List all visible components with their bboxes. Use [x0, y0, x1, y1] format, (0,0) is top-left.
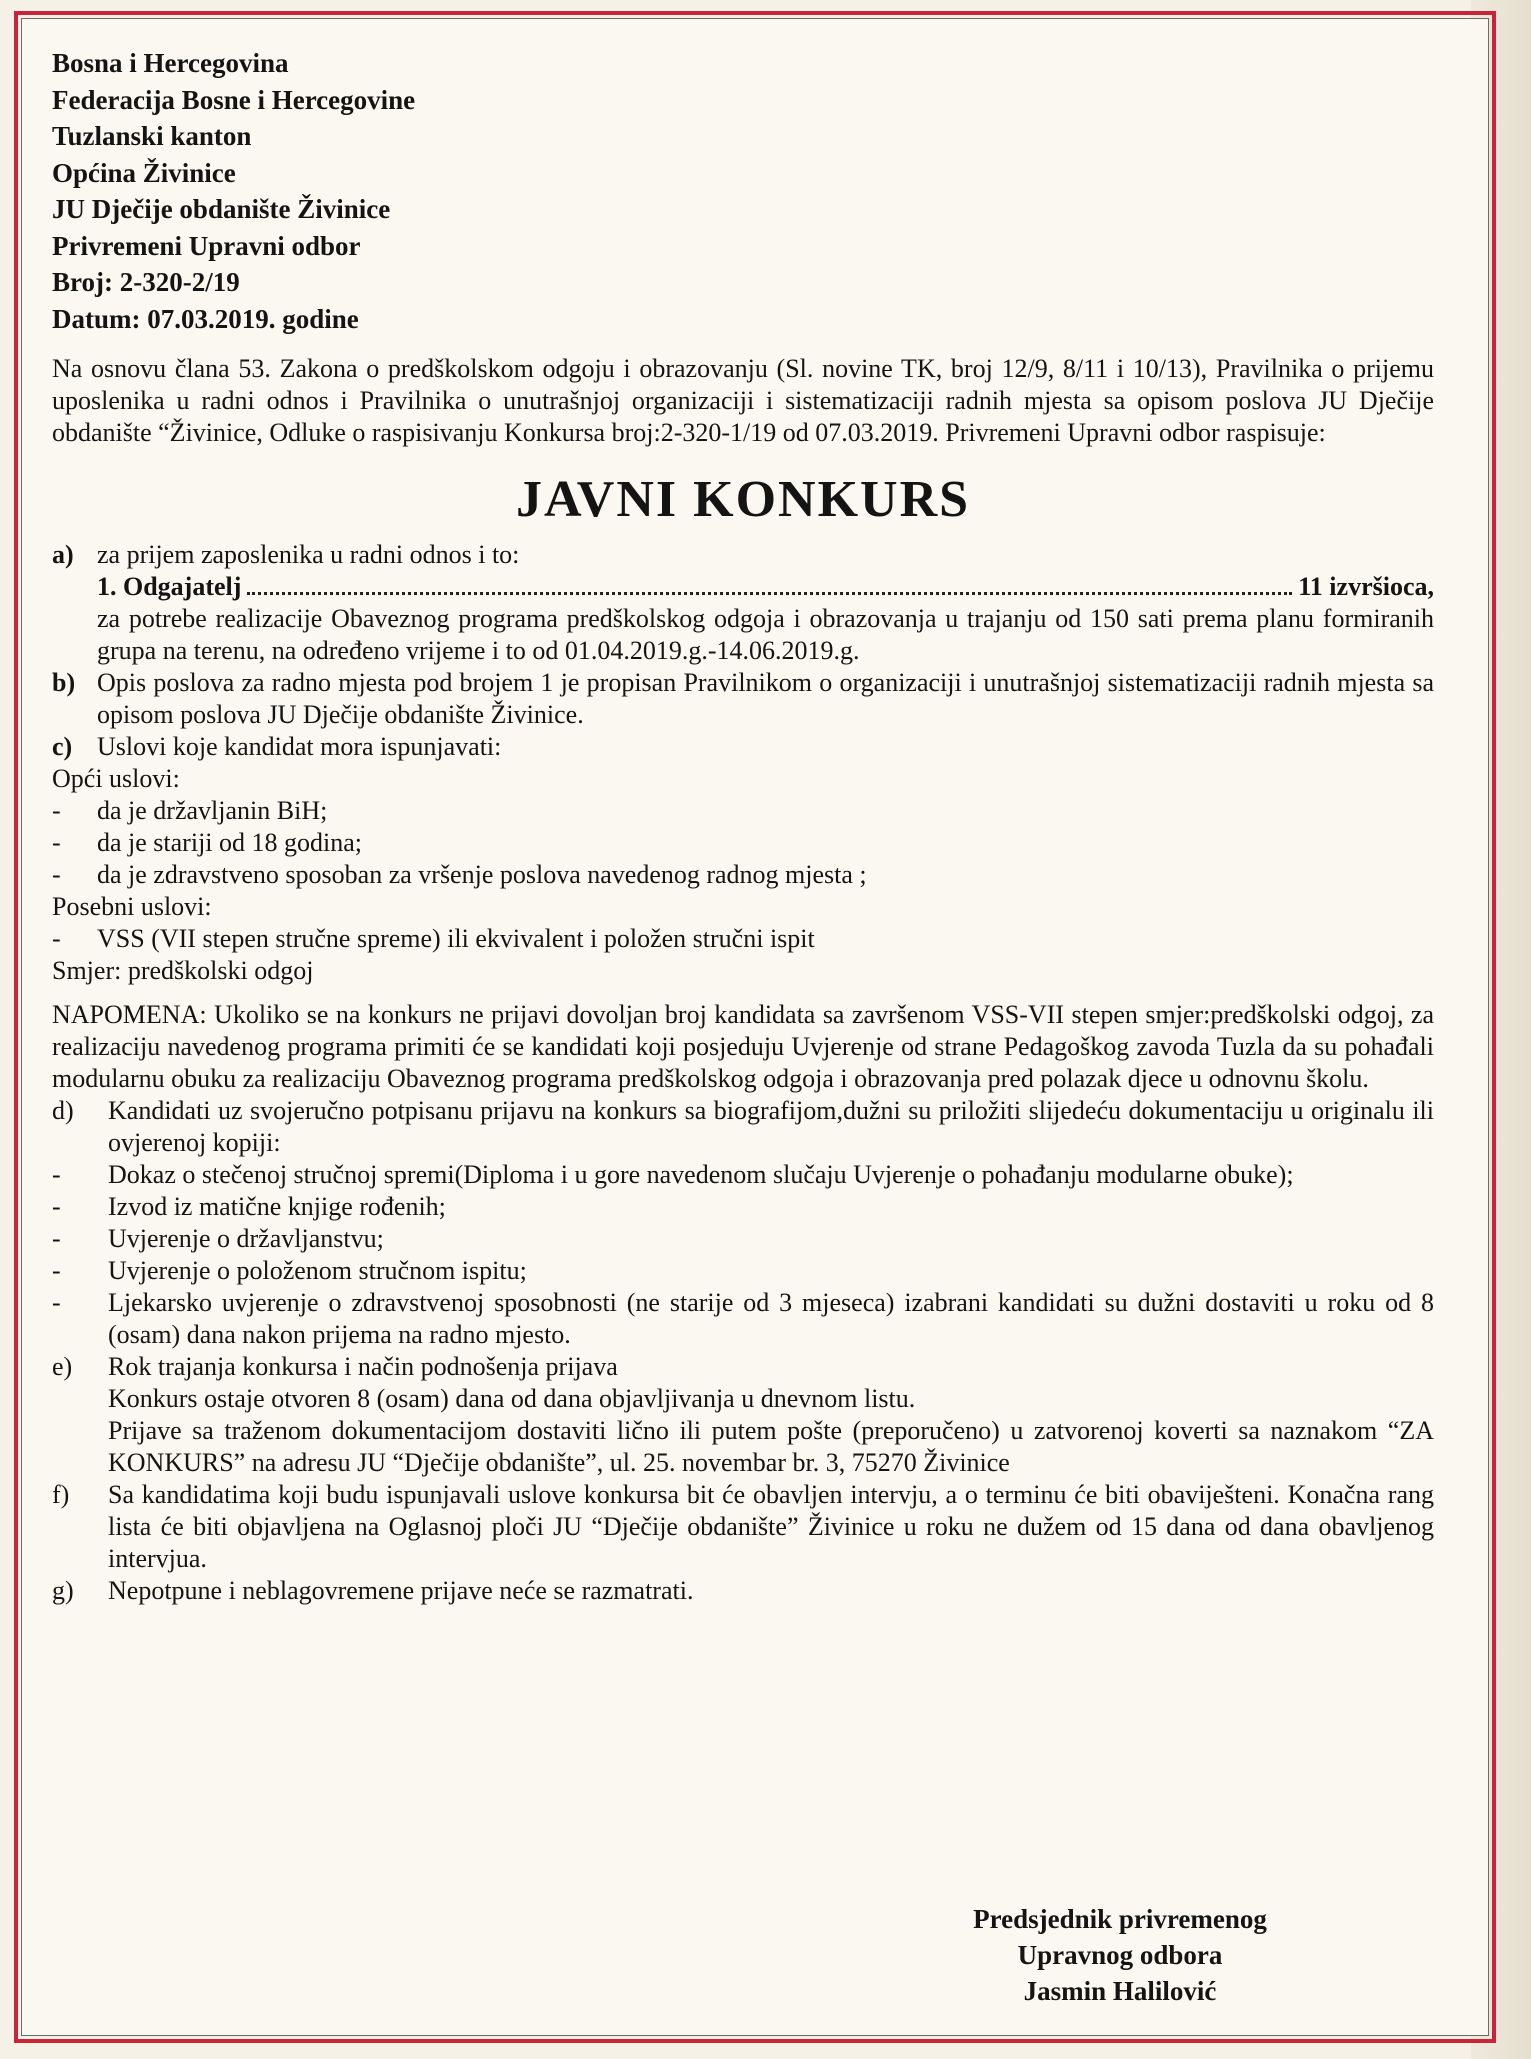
- section-e: [52, 1351, 1434, 1383]
- bullet: -: [52, 924, 61, 953]
- general-conditions-heading: Opći uslovi:: [52, 764, 180, 793]
- list-item: [52, 827, 1434, 859]
- list-item: [52, 1223, 1434, 1255]
- special-conditions-heading: Posebni uslovi:: [52, 892, 212, 921]
- section-d: [52, 1095, 1434, 1159]
- section-g: [52, 1575, 1434, 1607]
- header-line: JU Dječije obdanište Živinice: [52, 194, 391, 224]
- note-paragraph: NAPOMENA: Ukoliko se na konkurs ne prijavi dovoljan broj kandidata sa završenom VSS-VII stepen smjer:predškolski odgoj, za realizaciju navedenog programa primiti će se kandidati koji posjeduju Uvjerenje od strane Pedagoškog zavoda Tuzla da su pohađali modularnu obuku za realizaciju Obaveznog programa predškolskog odgoja i obrazovanja pred polazak djece u odnovnu školu.: [52, 1000, 1434, 1093]
- legal-basis-paragraph: Na osnovu člana 53. Zakona o predškolskom odgoju i obrazovanju (Sl. novine TK, broj 12/9, 8/11 i 10/13), Pravilnika o prijemu uposlenika u radni odnos i Pravilnika o unutrašnjoj organizaciji i sistematizaciji radnih mjesta sa opisom poslova JU Dječije obdanište “Živinice, Odluke o raspisivanju Konkursa broj:2-320-1/19 od 07.03.2019. Privremeni Upravni odbor raspisuje:: [52, 354, 1434, 447]
- list-item-text: da je stariji od 18 godina;: [97, 828, 363, 857]
- signature-title: Predsjednik privremenog: [973, 1904, 1267, 1934]
- bullet: -: [52, 1192, 61, 1221]
- bullet: -: [52, 1224, 61, 1253]
- section-e-heading: Rok trajanja konkursa i način podnošenja prijava: [108, 1352, 618, 1381]
- section-d-text: Kandidati uz svojeručno potpisanu prijavu na konkurs sa biografijom,dužni su priložiti slijedeću dokumentaciju u originalu ili ovjerenoj kopiji:: [108, 1096, 1434, 1157]
- position-row: [52, 571, 1434, 603]
- section-f-text: Sa kandidatima koji budu ispunjavali uslove konkursa bit će obavljen intervju, a o terminu će biti obaviješteni. Konačna rang lista će biti objavljena na Oglasnoj ploči JU “Dječije obdanište” Živinice u roku ne dužem od 15 dana od dana obavljenog intervjua.: [108, 1480, 1434, 1573]
- position-description: za potrebe realizacije Obaveznog programa predškolskog odgoja i obrazovanja u trajanju od 150 sati prema planu formiranih grupa na terenu, na određeno vrijeme i to od 01.04.2019.g.-14.06.2019.g.: [97, 604, 1434, 665]
- position-leader: [97, 571, 1434, 603]
- section-f: [52, 1479, 1434, 1575]
- bullet: -: [52, 1256, 61, 1285]
- section-e-line: Konkurs ostaje otvoren 8 (osam) dana od dana objavljivanja u dnevnom listu.: [108, 1384, 916, 1413]
- position-count: 11 izvršioca,: [1298, 572, 1434, 601]
- list-item-text: Uvjerenje o državljanstvu;: [108, 1224, 384, 1253]
- dotted-leader: [247, 592, 1292, 595]
- list-item: [52, 1255, 1434, 1287]
- section-c-text: Uslovi koje kandidat mora ispunjavati:: [97, 732, 502, 761]
- header-line: Privremeni Upravni odbor: [52, 230, 361, 261]
- list-item-text: Izvod iz matične knjige rođenih;: [108, 1192, 446, 1221]
- direction-line: Smjer: predškolski odgoj: [52, 956, 314, 985]
- list-item-text: Uvjerenje o položenom stručnom ispitu;: [108, 1256, 527, 1285]
- section-marker: c): [52, 732, 73, 761]
- signature-title: Upravnog odbora: [1017, 1940, 1223, 1970]
- section-marker: g): [52, 1576, 74, 1605]
- announcement-body: [21, 18, 1489, 2036]
- document-date: Datum: 07.03.2019. godine: [52, 303, 359, 334]
- list-item-text: da je državljanin BiH;: [97, 796, 328, 825]
- list-item: [52, 923, 1434, 955]
- bullet: -: [52, 1288, 61, 1317]
- list-item-text: Dokaz o stečenoj stručnoj spremi(Diploma i u gore navedenom slučaju Uvjerenje o pohađanju modularne obuke);: [108, 1160, 1294, 1189]
- list-item-text: VSS (VII stepen stručne spreme) ili ekvivalent i položen stručni ispit: [97, 924, 815, 953]
- header-line: Tuzlanski kanton: [52, 121, 252, 151]
- bullet: -: [52, 1160, 61, 1189]
- bullet: -: [52, 860, 61, 889]
- section-b: [52, 667, 1434, 731]
- section-a-text: za prijem zaposlenika u radni odnos i to:: [97, 540, 520, 569]
- list-item-text: Ljekarsko uvjerenje o zdravstvenoj sposobnosti (ne starije od 3 mjeseca) izabrani kandidati su dužni dostaviti u roku od 8 (osam) dana nakon prijema na radno mjesto.: [108, 1288, 1434, 1349]
- section-marker: e): [52, 1352, 73, 1381]
- bullet: -: [52, 796, 61, 825]
- section-b-text: Opis poslova za radno mjesta pod brojem 1 je propisan Pravilnikom o organizaciji i unutrašnjoj sistematizaciji radnih mjesta sa opisom poslova JU Dječije obdanište Živinice.: [97, 668, 1434, 729]
- section-a: [52, 539, 1434, 571]
- document-number: Broj: 2-320-2/19: [52, 267, 240, 297]
- signature-block: [930, 1901, 1310, 2009]
- header-line: Općina Živinice: [52, 157, 236, 188]
- section-marker: f): [52, 1480, 70, 1509]
- announcement-frame: [14, 11, 1496, 2043]
- list-item: [52, 795, 1434, 827]
- section-marker: b): [52, 668, 76, 697]
- section-c: [52, 731, 1434, 763]
- list-item: [52, 1191, 1434, 1223]
- list-item: [52, 1287, 1434, 1351]
- section-e-line: Prijave sa traženom dokumentacijom dostaviti lično ili putem pošte (preporučeno) u zatvorenoj koverti sa naznakom “ZA KONKURS” na adresu JU “Dječije obdanište”, ul. 25. novembar br. 3, 75270 Živinice: [108, 1416, 1434, 1477]
- institution-header: [52, 45, 1434, 337]
- document-title: JAVNI KONKURS: [515, 471, 971, 528]
- section-marker: a): [52, 540, 74, 569]
- header-line: Federacija Bosne i Hercegovine: [52, 84, 416, 115]
- section-g-text: Nepotpune i neblagovremene prijave neće se razmatrati.: [108, 1576, 694, 1605]
- list-item-text: da je zdravstveno sposoban za vršenje poslova navedenog radnog mjesta ;: [97, 860, 867, 889]
- section-marker: d): [52, 1096, 74, 1125]
- signatory-name: Jasmin Halilović: [1023, 1976, 1217, 2006]
- position-label: 1. Odgajatelj: [97, 572, 242, 601]
- bullet: -: [52, 828, 61, 857]
- list-item: [52, 1159, 1434, 1191]
- list-item: [52, 859, 1434, 891]
- header-line: Bosna i Hercegovina: [52, 48, 289, 78]
